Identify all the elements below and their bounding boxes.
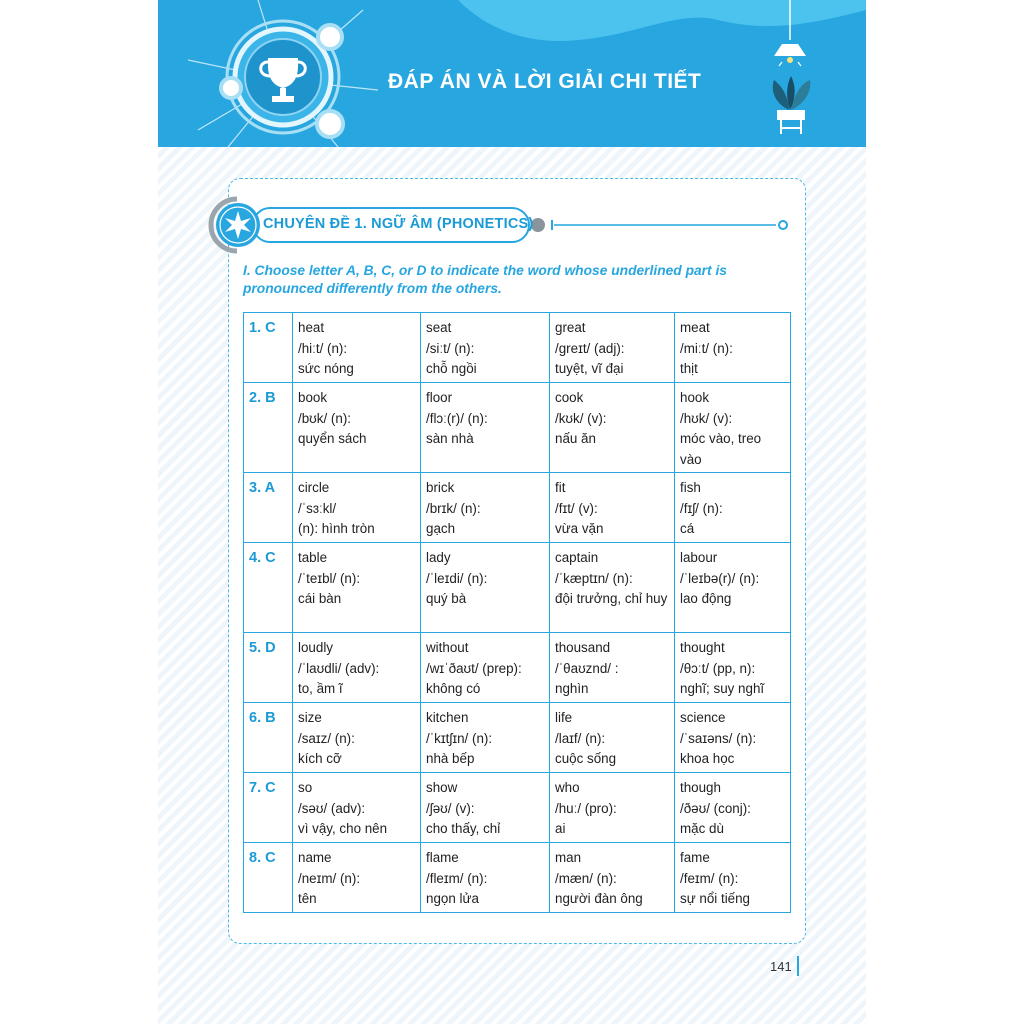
- phonetic-text: /wɪˈðaʊt/ (prep):: [426, 660, 522, 676]
- meaning-text: cá: [680, 521, 695, 536]
- meaning-text: sàn nhà: [426, 431, 474, 446]
- word-text: hook: [680, 390, 710, 405]
- word-text: fit: [555, 480, 566, 495]
- word-text: name: [298, 850, 332, 865]
- word-cell: [550, 633, 675, 703]
- table-row: [244, 703, 791, 773]
- meaning-text: sức nóng: [298, 361, 354, 376]
- word-text: labour: [680, 550, 718, 565]
- table-row: [244, 473, 791, 543]
- word-cell: [550, 773, 675, 843]
- section-divider: [526, 214, 796, 238]
- meaning-text: cái bàn: [298, 591, 342, 606]
- word-cell: [675, 473, 791, 543]
- word-text: fish: [680, 480, 701, 495]
- meaning-text: người đàn ông: [555, 891, 643, 906]
- word-text: who: [555, 780, 580, 795]
- word-cell: [675, 843, 791, 913]
- phonetic-text: /fleɪm/ (n):: [426, 870, 488, 886]
- phonetic-text: /fɪʃ/ (n):: [680, 500, 723, 516]
- word-text: seat: [426, 320, 452, 335]
- phonetic-text: /bʊk/ (n):: [298, 410, 352, 426]
- meaning-text: tuyệt, vĩ đại: [555, 361, 624, 376]
- word-cell: [675, 633, 791, 703]
- meaning-text: quý bà: [426, 591, 467, 606]
- word-cell: [675, 313, 791, 383]
- meaning-text: móc vào, treo vào: [680, 431, 762, 467]
- lamp-icon: [760, 0, 820, 70]
- word-text: so: [298, 780, 313, 795]
- word-text: loudly: [298, 640, 333, 655]
- meaning-text: ai: [555, 821, 566, 836]
- word-cell: [293, 473, 421, 543]
- phonetic-text: /ˈleɪdi/ (n):: [426, 570, 488, 586]
- word-text: science: [680, 710, 726, 725]
- phonetic-text: /ðəʊ/ (conj):: [680, 800, 751, 816]
- star-badge-icon: [208, 196, 268, 254]
- page-number: 141: [770, 959, 792, 974]
- word-cell: [421, 383, 550, 473]
- phonetic-text: /səʊ/ (adv):: [298, 800, 366, 816]
- phonetic-text: /flɔː(r)/ (n):: [426, 410, 488, 426]
- phonetic-text: /siːt/ (n):: [426, 340, 475, 356]
- phonetic-text: /miːt/ (n):: [680, 340, 733, 356]
- meaning-text: chỗ ngồi: [426, 361, 477, 376]
- word-cell: [675, 703, 791, 773]
- phonetic-text: /ˈkæptɪn/ (n):: [555, 570, 633, 586]
- meaning-text: quyển sách: [298, 431, 367, 446]
- word-text: floor: [426, 390, 453, 405]
- word-cell: [421, 543, 550, 633]
- word-cell: [293, 703, 421, 773]
- answer-key: 4. C: [244, 543, 293, 633]
- word-text: captain: [555, 550, 599, 565]
- word-cell: [550, 543, 675, 633]
- word-text: without: [426, 640, 469, 655]
- word-cell: [421, 473, 550, 543]
- meaning-text: gạch: [426, 521, 456, 536]
- table-row: [244, 633, 791, 703]
- word-text: cook: [555, 390, 584, 405]
- plant-icon: [766, 74, 816, 138]
- meaning-text: cuộc sống: [555, 751, 617, 766]
- page-title: ĐÁP ÁN VÀ LỜI GIẢI CHI TIẾT: [388, 70, 702, 93]
- table-row: [244, 383, 791, 473]
- meaning-text: nấu ăn: [555, 431, 596, 446]
- answer-key: 3. A: [244, 473, 293, 543]
- word-text: flame: [426, 850, 459, 865]
- word-text: heat: [298, 320, 325, 335]
- answer-table: [243, 312, 791, 913]
- word-cell: [550, 473, 675, 543]
- word-text: book: [298, 390, 328, 405]
- meaning-text: khoa học: [680, 751, 735, 766]
- word-text: man: [555, 850, 582, 865]
- table-row: [244, 843, 791, 913]
- phonetic-text: /ˈlaʊdli/ (adv):: [298, 660, 380, 676]
- table-row: [244, 313, 791, 383]
- word-text: thousand: [555, 640, 611, 655]
- meaning-text: (n): hình tròn: [298, 521, 375, 536]
- word-cell: [421, 773, 550, 843]
- phonetic-text: /ˈsɜːkl/: [298, 500, 337, 516]
- meaning-text: tên: [298, 891, 317, 906]
- instruction-text: I. Choose letter A, B, C, or D to indicate the word whose underlined part is pronounced differently from the others.: [243, 263, 727, 296]
- word-cell: [293, 383, 421, 473]
- word-text: though: [680, 780, 721, 795]
- word-text: brick: [426, 480, 455, 495]
- word-text: size: [298, 710, 322, 725]
- word-cell: [293, 633, 421, 703]
- table-row: [244, 543, 791, 633]
- phonetic-text: /brɪk/ (n):: [426, 500, 481, 516]
- word-text: show: [426, 780, 458, 795]
- word-cell: [675, 773, 791, 843]
- phonetic-text: /ˈteɪbl/ (n):: [298, 570, 361, 586]
- word-text: lady: [426, 550, 451, 565]
- answer-key: 1. C: [244, 313, 293, 383]
- trophy-icon: [188, 0, 378, 147]
- meaning-text: thịt: [680, 361, 698, 376]
- word-cell: [293, 543, 421, 633]
- word-text: great: [555, 320, 586, 335]
- word-text: table: [298, 550, 328, 565]
- answer-key: 7. C: [244, 773, 293, 843]
- meaning-text: to, ầm ĩ: [298, 681, 343, 696]
- word-cell: [293, 313, 421, 383]
- phonetic-text: /neɪm/ (n):: [298, 870, 361, 886]
- answer-key: 2. B: [244, 383, 293, 473]
- word-text: life: [555, 710, 573, 725]
- meaning-text: không có: [426, 681, 481, 696]
- phonetic-text: /laɪf/ (n):: [555, 730, 606, 746]
- answer-key: 6. B: [244, 703, 293, 773]
- meaning-text: nghìn: [555, 681, 589, 696]
- phonetic-text: /kʊk/ (v):: [555, 410, 607, 426]
- answer-key: 5. D: [244, 633, 293, 703]
- phonetic-text: /ˈsaɪəns/ (n):: [680, 730, 757, 746]
- word-cell: [421, 703, 550, 773]
- phonetic-text: /fɪt/ (v):: [555, 500, 598, 516]
- word-cell: [421, 843, 550, 913]
- page-number-bar: [797, 956, 799, 976]
- phonetic-text: /hʊk/ (v):: [680, 410, 733, 426]
- word-text: kitchen: [426, 710, 469, 725]
- word-cell: [293, 843, 421, 913]
- meaning-text: sự nổi tiếng: [680, 891, 751, 906]
- phonetic-text: /huː/ (pro):: [555, 800, 617, 816]
- phonetic-text: /ɡreɪt/ (adj):: [555, 340, 625, 356]
- word-text: fame: [680, 850, 710, 865]
- phonetic-text: /saɪz/ (n):: [298, 730, 355, 746]
- word-cell: [421, 313, 550, 383]
- meaning-text: cho thấy, chỉ: [426, 821, 501, 836]
- meaning-text: mặc dù: [680, 821, 724, 836]
- meaning-text: đội trưởng, chỉ huy: [555, 591, 668, 606]
- phonetic-text: /hiːt/ (n):: [298, 340, 348, 356]
- phonetic-text: /θɔːt/ (pp, n):: [680, 660, 756, 676]
- meaning-text: vì vậy, cho nên: [298, 821, 388, 836]
- word-cell: [550, 383, 675, 473]
- word-text: circle: [298, 480, 330, 495]
- meaning-text: vừa vặn: [555, 521, 604, 536]
- word-cell: [675, 383, 791, 473]
- phonetic-text: /ˈleɪbə(r)/ (n):: [680, 570, 760, 586]
- word-text: meat: [680, 320, 710, 335]
- word-cell: [421, 633, 550, 703]
- word-cell: [293, 773, 421, 843]
- word-cell: [675, 543, 791, 633]
- meaning-text: ngọn lửa: [426, 891, 479, 906]
- phonetic-text: /ʃəʊ/ (v):: [426, 800, 475, 816]
- word-text: thought: [680, 640, 725, 655]
- meaning-text: kích cỡ: [298, 751, 342, 766]
- phonetic-text: /ˈθaʊznd/ :: [555, 660, 619, 676]
- meaning-text: lao động: [680, 591, 732, 606]
- phonetic-text: /mæn/ (n):: [555, 870, 617, 886]
- answer-key: 8. C: [244, 843, 293, 913]
- word-cell: [550, 313, 675, 383]
- meaning-text: nhà bếp: [426, 751, 475, 766]
- phonetic-text: /ˈkɪtʃɪn/ (n):: [426, 730, 493, 746]
- section-title: CHUYÊN ĐỀ 1. NGỮ ÂM (PHONETICS): [263, 216, 534, 232]
- word-cell: [550, 843, 675, 913]
- meaning-text: nghĩ; suy nghĩ: [680, 681, 765, 696]
- table-row: [244, 773, 791, 843]
- phonetic-text: /feɪm/ (n):: [680, 870, 739, 886]
- word-cell: [550, 703, 675, 773]
